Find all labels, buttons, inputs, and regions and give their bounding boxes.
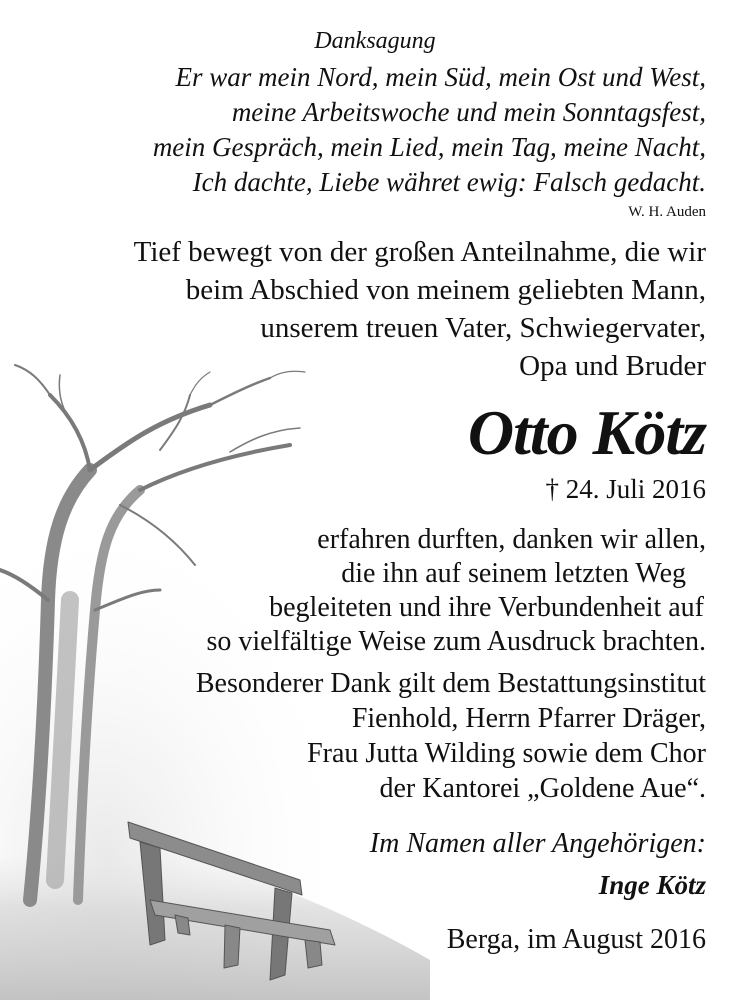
poem-author: W. H. Auden bbox=[628, 204, 706, 220]
poem-line: Ich dachte, Liebe währet ewig: Falsch gedacht. bbox=[192, 167, 706, 197]
poem-line: mein Gespräch, mein Lied, mein Tag, meine Nacht, bbox=[152, 132, 706, 162]
special-thanks-line: Fienhold, Herrn Pfarrer Dräger, bbox=[351, 703, 706, 734]
special-thanks-line: Besonderer Dank gilt dem Bestattungsinstitut bbox=[195, 668, 706, 699]
intro-line: beim Abschied von meinem geliebten Mann, bbox=[185, 274, 706, 306]
intro-line: unserem treuen Vater, Schwiegervater, bbox=[260, 312, 706, 344]
on-behalf-line: Im Namen aller Angehörigen: bbox=[369, 828, 706, 859]
thanks-line: erfahren durften, danken wir allen, bbox=[317, 524, 706, 555]
death-date: † 24. Juli 2016 bbox=[545, 474, 706, 504]
special-thanks-line: der Kantorei „Goldene Aue“. bbox=[379, 773, 706, 804]
deceased-name: Otto Kötz bbox=[467, 397, 706, 468]
poem-line: Er war mein Nord, mein Süd, mein Ost und West, bbox=[175, 62, 706, 92]
thanks-line: begleiteten und ihre Verbundenheit auf bbox=[269, 592, 704, 623]
signature-name: Inge Kötz bbox=[598, 870, 706, 900]
poem-line: meine Arbeitswoche und mein Sonntagsfest, bbox=[231, 97, 706, 127]
thanks-line: die ihn auf seinem letzten Weg bbox=[341, 558, 686, 589]
thanks-line: so vielfältige Weise zum Ausdruck brachten. bbox=[206, 626, 706, 657]
place-date: Berga, im August 2016 bbox=[446, 924, 706, 955]
intro-line: Tief bewegt von der großen Anteilnahme, die wir bbox=[133, 236, 706, 268]
special-thanks-line: Frau Jutta Wilding sowie dem Chor bbox=[307, 738, 706, 769]
intro-line: Opa und Bruder bbox=[519, 350, 706, 382]
poem-heading: Danksagung bbox=[314, 28, 436, 54]
